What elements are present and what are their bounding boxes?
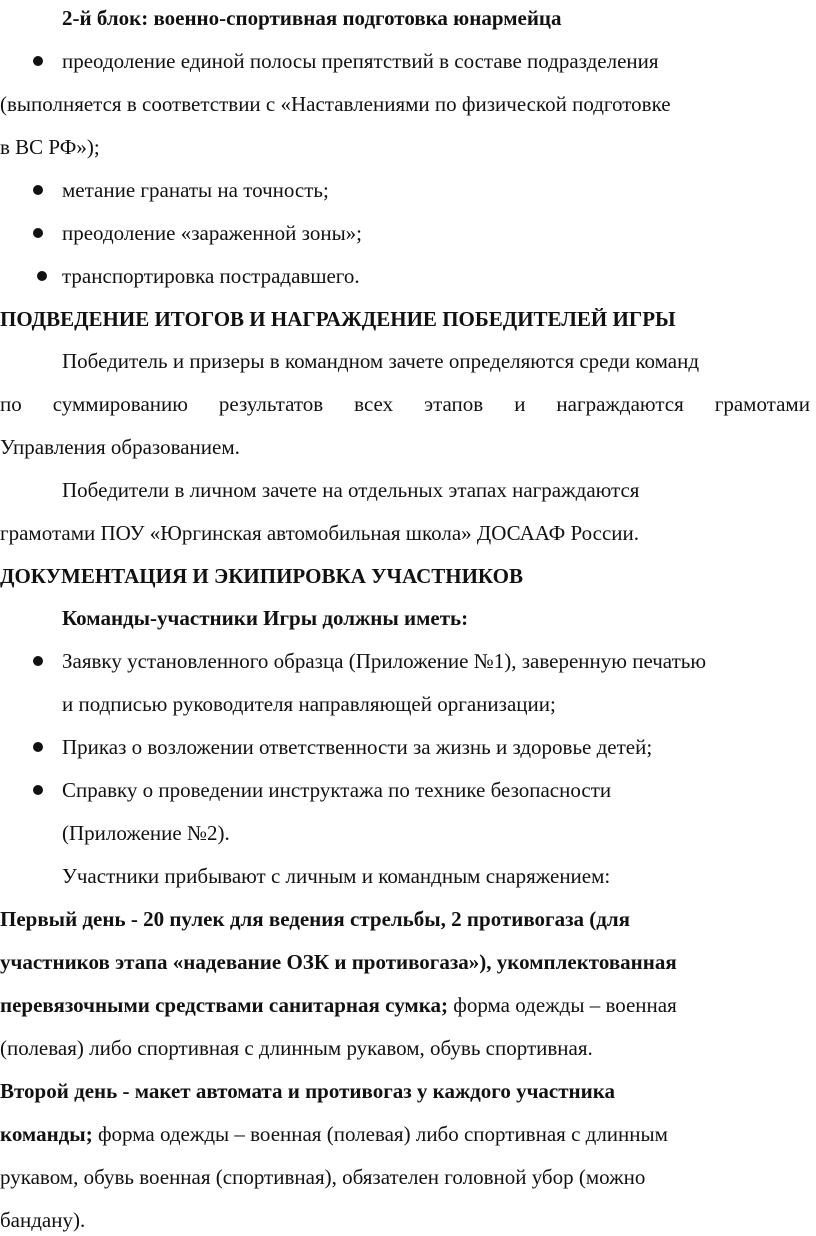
day2-line-1: Второй день - макет автомата и противогаз у каждого участника: [0, 1079, 616, 1103]
docs-item-1-cont: и подписью руководителя направляющей организации;: [62, 692, 556, 716]
word: этапов: [424, 392, 484, 416]
word: и: [514, 392, 526, 416]
word: результатов: [218, 392, 324, 416]
docs-item-3: Справку о проведении инструктажа по технике безопасности: [62, 778, 612, 802]
day2-line-2-rest: форма одежды – военная (полевая) либо спортивная с длинным: [92, 1122, 668, 1146]
block2-item-2: метание гранаты на точность;: [62, 178, 329, 202]
day2-line-2: [0, 1120, 668, 1148]
bullet-icon: [33, 656, 43, 666]
block2-item-4: транспортировка пострадавшего.: [62, 264, 360, 288]
day2-line-2-bold: команды;: [0, 1122, 93, 1146]
day2-line-3: рукавом, обувь военная (спортивная), обязателен головной убор (можно: [0, 1165, 646, 1189]
block2-heading: 2-й блок: военно-спортивная подготовка юнармейца: [62, 6, 562, 30]
day1-line-2: участников этапа «надевание ОЗК и противогаза»), укомплектованная: [0, 950, 677, 974]
docs-arrival: Участники прибывают с личным и командным снаряжением:: [62, 864, 611, 888]
docs-item-1: Заявку установленного образца (Приложение №1), заверенную печатью: [62, 649, 707, 673]
docs-item-2: Приказ о возложении ответственности за жизнь и здоровье детей;: [62, 735, 653, 759]
block2-item-1-cont: (выполняется в соответствии с «Наставлениями по физической подготовке: [0, 92, 671, 116]
bullet-icon: [33, 785, 43, 795]
day1-line-3-rest: форма одежды – военная: [448, 993, 677, 1017]
results-paragraph-2-line-1: Победители в личном зачете на отдельных этапах награждаются: [62, 478, 640, 502]
block2-item-1: преодоление единой полосы препятствий в составе подразделения: [62, 49, 659, 73]
results-paragraph-1-line-1: Победитель и призеры в командном зачете определяются среди команд: [62, 349, 700, 373]
results-paragraph-1-line-3: Управления образованием.: [0, 435, 240, 459]
bullet-icon: [33, 742, 43, 752]
block2-item-3: преодоление «зараженной зоны»;: [62, 221, 363, 245]
results-heading: ПОДВЕДЕНИЕ ИТОГОВ И НАГРАЖДЕНИЕ ПОБЕДИТЕЛЕЙ ИГРЫ: [0, 307, 676, 331]
word: суммированию: [52, 392, 188, 416]
docs-heading: ДОКУМЕНТАЦИЯ И ЭКИПИРОВКА УЧАСТНИКОВ: [0, 564, 523, 588]
word: всех: [354, 392, 394, 416]
day1-line-1: Первый день - 20 пулек для ведения стрельбы, 2 противогаза (для: [0, 907, 631, 931]
bullet-icon: [33, 185, 43, 195]
word: награждаются: [556, 392, 684, 416]
bullet-icon: [33, 228, 43, 238]
word: по: [0, 392, 22, 416]
results-paragraph-1-line-2: [0, 390, 810, 418]
bullet-icon: [37, 271, 47, 281]
day1-line-3: [0, 991, 677, 1019]
day1-line-4: (полевая) либо спортивная с длинным рукавом, обувь спортивная.: [0, 1036, 593, 1060]
docs-item-3-cont: (Приложение №2).: [62, 821, 230, 845]
day1-line-3-bold: перевязочными средствами санитарная сумка;: [0, 993, 448, 1017]
bullet-icon: [33, 56, 43, 66]
day2-line-4: бандану).: [0, 1208, 86, 1232]
word: грамотами: [714, 392, 810, 416]
block2-item-1-cont2: в ВС РФ»);: [0, 135, 100, 159]
docs-subheading: Команды-участники Игры должны иметь:: [62, 606, 469, 630]
results-paragraph-2-line-2: грамотами ПОУ «Юргинская автомобильная школа» ДОСААФ России.: [0, 521, 639, 545]
